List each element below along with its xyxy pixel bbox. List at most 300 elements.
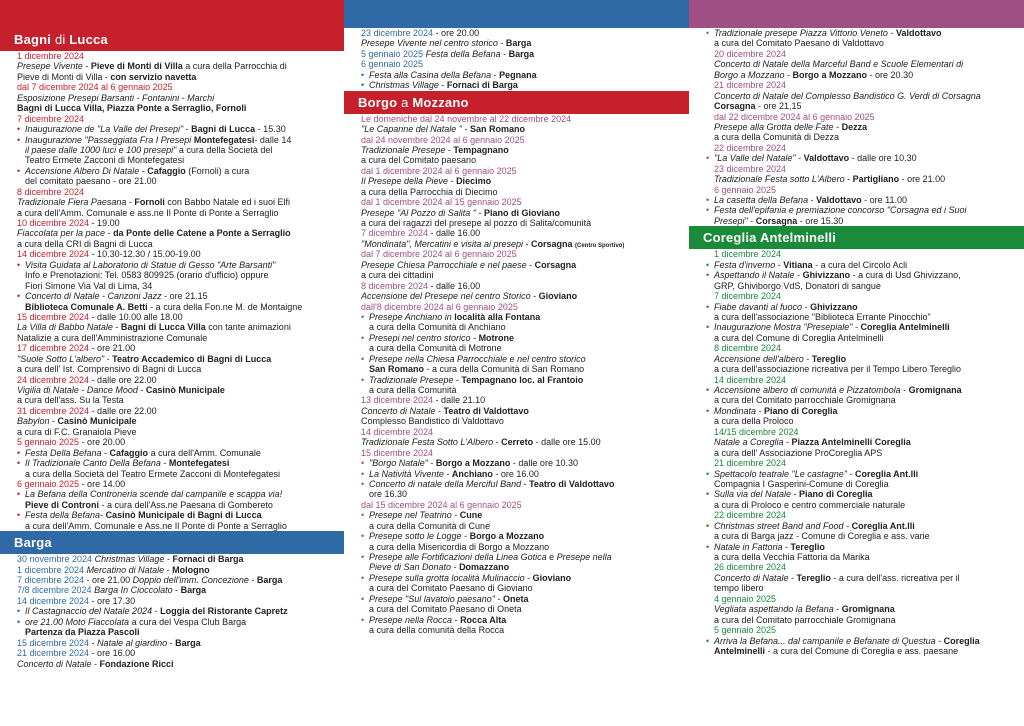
event-line — [706, 91, 1020, 101]
event-detail: - ore 21.00 — [89, 343, 136, 354]
event-line — [361, 322, 685, 332]
event-line — [706, 70, 1020, 80]
event-line — [361, 260, 685, 270]
event-line — [17, 322, 340, 332]
event-title: Presepi" — [714, 215, 748, 226]
event-detail: - a cura della Comunità di San Romano — [424, 364, 585, 375]
venue-text: Pieve di Controni — [25, 499, 100, 510]
event-detail: - — [448, 176, 457, 187]
venue-text: Valdottavo — [803, 153, 850, 164]
event-line — [706, 195, 1020, 205]
event-title: Concerto di natale della Merciful Band — [369, 478, 522, 489]
event-detail: - a cura della Fon.ne M. de Montaigne — [147, 301, 303, 312]
venue-text: Corsagna — [530, 238, 573, 249]
event-detail: ore 16.30 — [369, 489, 408, 500]
event-line — [361, 375, 685, 385]
section-body — [0, 51, 344, 531]
event-title: La casetta della Befana — [714, 195, 809, 205]
event-line — [361, 416, 685, 426]
event-detail: a cura della Parrocchia di Diecimo — [361, 186, 498, 197]
section-header-text: Bagni — [14, 32, 55, 47]
event-title: Presepe nella Rocca — [369, 614, 453, 625]
event-detail: - — [100, 510, 106, 521]
event-detail: - ore 16.00 — [492, 468, 539, 479]
venue-text: Valdottavo — [816, 195, 862, 205]
venue-text: Tempagnano loc. al Frantoio — [461, 374, 584, 385]
venue-text: Piano di Coreglia — [799, 489, 873, 500]
event-line — [17, 617, 340, 627]
date-text: 6 gennaio 2025 — [361, 59, 424, 70]
event-date — [706, 343, 1020, 353]
event-line — [361, 406, 685, 416]
bullet-icon: • — [361, 332, 365, 343]
event-line — [706, 636, 1020, 646]
event-detail: - — [846, 468, 855, 479]
event-line — [361, 270, 685, 280]
event-detail: - — [105, 228, 114, 239]
section-body — [689, 28, 1024, 226]
event-title: Tradizionale Presepe — [369, 374, 454, 385]
event-detail: - — [782, 541, 791, 552]
event-date — [17, 406, 340, 416]
event-line — [706, 322, 1020, 332]
event-detail: - — [788, 572, 797, 583]
event-detail: - — [900, 385, 909, 395]
event-detail: a cura dell'ass. Su la Testa — [17, 395, 124, 406]
event-line — [706, 583, 1020, 593]
bullet-icon: • — [706, 489, 710, 500]
event-line — [17, 103, 340, 113]
event-title: Mondinata — [714, 405, 757, 416]
event-detail: - — [172, 585, 181, 596]
venue-text: località alla Fontana — [454, 311, 541, 322]
date-text: dal 1 dicembre 2024 al 15 gennaio 2025 — [361, 197, 522, 208]
event-detail: - dalle ore 22.00 — [89, 374, 157, 385]
event-date — [17, 437, 340, 447]
event-detail: - — [443, 468, 452, 479]
venue-text: Gromignana — [908, 385, 962, 395]
venue-text: Dezza — [841, 121, 868, 132]
date-text: 21 dicembre 2024 — [17, 648, 90, 659]
section-header-text: Lucca — [69, 32, 108, 47]
venue-text: Anchiano — [451, 468, 493, 479]
event-line — [17, 385, 340, 395]
event-detail: - — [747, 215, 756, 226]
event-title: Accensione albero di comunità e Pizzatombola — [714, 385, 901, 395]
event-title: Inaugurazione "Passeggiata Fra I Presepi — [25, 134, 192, 145]
event-line — [706, 101, 1020, 111]
date-text: 21 dicembre 2024 — [714, 458, 787, 469]
event-detail: - a cura di Usd Ghivizzano, — [850, 270, 961, 281]
event-line — [706, 38, 1020, 48]
section-body — [0, 554, 344, 669]
event-detail: - 19.00 — [89, 218, 120, 228]
event-detail: - — [152, 606, 161, 617]
event-date — [706, 427, 1020, 437]
venue-text: Coreglia Ant.lli — [851, 520, 915, 531]
bullet-icon: • — [17, 259, 21, 270]
event-title: Il Castagnaccio del Natale 2024 — [25, 606, 153, 617]
event-line — [361, 187, 685, 197]
event-detail: - — [139, 165, 148, 176]
event-line — [17, 521, 340, 531]
bullet-icon: • — [361, 572, 365, 583]
venue-text: San Romano — [469, 124, 525, 135]
event-title: Natale a Coreglia — [714, 437, 784, 448]
event-line — [706, 354, 1020, 364]
venue-text: Piano di Gioviano — [483, 207, 560, 218]
event-line — [706, 531, 1020, 541]
event-title: Presepe nella Chiesa Parrocchiale e nel centro storico — [369, 353, 586, 364]
bullet-icon: • — [361, 458, 365, 469]
event-detail: - — [49, 416, 58, 427]
event-detail: - — [112, 322, 121, 333]
venue-text: Domazzano — [459, 562, 510, 573]
event-detail: - — [461, 531, 470, 542]
event-line — [361, 573, 685, 583]
bullet-icon: • — [706, 385, 710, 395]
event-detail: - — [82, 61, 91, 72]
bullet-icon: • — [361, 468, 365, 479]
event-line — [706, 333, 1020, 343]
event-detail: - — [775, 259, 784, 270]
event-detail: e — [546, 552, 557, 562]
section-header-text: Mozzano — [412, 94, 469, 110]
event-line — [361, 312, 685, 322]
bullet-icon: • — [361, 374, 365, 385]
event-line — [361, 333, 685, 343]
section-body — [689, 249, 1024, 656]
event-date — [361, 197, 685, 207]
event-line — [706, 312, 1020, 322]
event-line — [361, 489, 685, 499]
event-date — [17, 648, 340, 658]
date-text: 14 dicembre 2024 — [17, 249, 90, 260]
bullet-icon: • — [17, 124, 21, 135]
date-text: 20 dicembre 2024 — [714, 48, 787, 59]
venue-text: Ghivizzano — [810, 301, 858, 312]
date-text: dal 7 dicembre 2024 al 6 gennaio 2025 — [361, 249, 517, 260]
event-detail: - — [843, 520, 852, 531]
event-line — [361, 479, 685, 489]
venue-text: Fornaci di Barga — [172, 554, 244, 565]
venue-text: Cafaggio — [147, 165, 186, 176]
event-detail: - — [453, 374, 462, 385]
event-title: Concerto di Natale della Marceful Band e Scuole Elementari di — [714, 59, 964, 70]
event-title: Barga In Cioccolato — [94, 585, 173, 596]
event-detail: - ore 21.00 — [899, 174, 946, 185]
venue-text: Gioviano — [532, 572, 572, 583]
event-title: Festa dell'epifania e premiazione concorso "Corsagna ed i Suoi — [714, 205, 967, 216]
event-line — [361, 343, 685, 353]
event-line — [706, 395, 1020, 405]
event-detail: a cura del Comitato paesano — [361, 155, 477, 166]
event-detail: a cura dell' Ist. Comprensivo di Bagni di Lucca — [17, 364, 202, 375]
event-date — [361, 49, 685, 59]
date-text: dal 7 dicembre 2024 al 6 gennaio 2025 — [17, 82, 173, 93]
event-title: Festa della Befana — [425, 48, 501, 59]
venue-text: Valdottavo — [895, 28, 942, 38]
event-title: Presepe alle Fortificazioni della Linea Gotica — [369, 552, 547, 562]
event-detail: - — [887, 28, 896, 38]
event-line — [706, 59, 1020, 69]
event-detail: del comitato paesano - ore 21.00 — [25, 176, 157, 187]
venue-text: Borgo a Mozzano — [435, 458, 511, 469]
event-detail: a cura dei ragazzi del presepe al pozzo di Salita/comunità — [361, 218, 592, 228]
venue-text: Biblioteca Comunale A. Betti — [25, 301, 148, 312]
event-title: Christmas Village — [94, 554, 165, 565]
event-title: Presepe sotto le Logge — [369, 531, 462, 542]
event-detail: - — [126, 197, 135, 208]
event-title: Presepe "Al Pozzo di Salita " — [361, 207, 476, 218]
venue-text: Partigliano — [852, 174, 900, 185]
event-detail: - ore 21.00 — [84, 575, 133, 585]
event-date — [17, 249, 340, 259]
date-text: 7 dicembre 2024 — [361, 228, 429, 239]
event-detail: a cura della Proloco — [714, 416, 794, 427]
event-detail: a cura della Comunità di Motrone — [369, 343, 502, 354]
section-header — [344, 91, 689, 114]
event-date — [706, 510, 1020, 520]
section-header-text: Coreglia Antelminelli — [703, 230, 837, 246]
event-detail: Complesso Bandistico di Valdottavo — [361, 416, 504, 427]
venue-text: Diecimo — [456, 176, 492, 187]
event-detail: - a cura del Circolo Acli — [812, 259, 908, 270]
event-detail: - — [494, 593, 503, 604]
event-detail: - ore 20.00 — [433, 28, 480, 38]
event-line — [706, 385, 1020, 395]
event-title: Doppio dell'imm. Concezione — [132, 575, 249, 585]
date-text: 5 gennaio 2025 — [17, 437, 80, 448]
event-line — [361, 385, 685, 395]
event-line — [17, 124, 340, 134]
date-text: 8 dicembre 2024 — [361, 280, 429, 291]
event-date — [706, 594, 1020, 604]
event-date — [706, 143, 1020, 153]
event-date — [17, 312, 340, 322]
date-text: 1 dicembre 2024 — [17, 51, 85, 61]
event-detail: - — [248, 575, 257, 585]
venue-text: Tereglio — [796, 572, 831, 583]
venue-text: Barga — [508, 48, 535, 59]
date-text: 30 novembre 2024 — [17, 554, 93, 565]
venue-text: Tempagnano — [453, 144, 509, 155]
event-detail: - dalle ore 10.30 — [510, 458, 578, 469]
event-line — [706, 489, 1020, 499]
event-title: Borgo a Mozzano — [714, 69, 785, 80]
event-line — [706, 416, 1020, 426]
venue-text: con servizio navetta — [110, 71, 197, 82]
event-date — [706, 112, 1020, 122]
event-line — [361, 124, 685, 134]
event-line — [706, 500, 1020, 510]
section-header — [689, 226, 1024, 249]
event-line — [361, 615, 685, 625]
event-title: Pieve di San Donato — [369, 562, 452, 573]
venue-text: Gioviano — [538, 291, 578, 302]
event-line — [706, 260, 1020, 270]
event-title: Tradizionale Fiera Paesana — [17, 197, 127, 208]
event-line — [17, 72, 340, 82]
venue-text: Coreglia Antelminelli — [860, 322, 950, 333]
event-line — [17, 135, 340, 145]
date-text: dal 15 dicembre 2024 al 6 gennaio 2025 — [361, 499, 522, 510]
event-line — [361, 562, 685, 572]
event-detail: - — [89, 637, 98, 648]
event-title: Mercatino di Natale — [86, 564, 165, 575]
event-detail: a cura della Società del — [176, 144, 273, 155]
date-text: 15 dicembre 2024 — [361, 447, 434, 458]
venue-text: Tereglio — [790, 541, 825, 552]
event-title: Presepe Vivente nel centro storico — [361, 38, 498, 49]
date-text: Le domeniche dal 24 novembre al 22 dicembre 2024 — [361, 113, 572, 124]
venue-text: Casinò Municipale — [57, 416, 137, 427]
event-line — [361, 38, 685, 48]
event-detail: - — [530, 291, 539, 302]
event-detail: (Centro Sportivo) — [575, 242, 625, 249]
event-date — [706, 80, 1020, 90]
bullet-icon: • — [17, 606, 21, 617]
venue-text: Montefegatesi — [193, 134, 255, 145]
event-line — [361, 437, 685, 447]
event-detail: a cura di F.C. Granaiola Pieve — [17, 426, 137, 437]
event-title: Festa d'inverno — [714, 259, 776, 270]
event-detail: a cura della Comunità di Cune — [369, 520, 491, 531]
event-detail: - — [500, 48, 509, 59]
event-date — [706, 375, 1020, 385]
venue-text: Loggia del Ristorante Capretz — [160, 606, 288, 617]
event-line — [706, 552, 1020, 562]
event-date — [17, 218, 340, 228]
event-title: Presepe "Sul lavatoio paesano" — [369, 593, 495, 604]
event-detail: - — [104, 353, 113, 364]
event-line — [17, 302, 340, 312]
event-line — [361, 594, 685, 604]
event-title: La Natività Vivente — [369, 468, 444, 479]
event-line — [706, 270, 1020, 280]
event-title: Concerto di Natale — [714, 572, 789, 583]
event-detail: - — [844, 174, 853, 185]
event-title: Festa della Befana — [25, 510, 101, 521]
event-line — [17, 155, 340, 165]
event-title: Christmas street Band and Food — [714, 520, 844, 531]
event-line — [706, 132, 1020, 142]
venue-text: Cerreto — [501, 437, 534, 448]
event-detail: con tante animazioni — [205, 322, 291, 333]
event-detail: - a cura dell'ass. ricreativa per il — [830, 572, 960, 583]
date-text: 31 dicembre 2024 — [17, 405, 90, 416]
event-date — [361, 166, 685, 176]
venue-text: Piano di Coreglia — [764, 405, 838, 416]
event-date — [17, 585, 340, 595]
event-title: Presepe nel Teatrino — [369, 510, 452, 521]
event-detail: - — [833, 121, 842, 132]
event-line — [17, 395, 340, 405]
event-detail: - — [795, 153, 804, 164]
section-header-text: a — [401, 94, 413, 110]
event-title: "Suole Sotto L'albero" — [17, 353, 105, 364]
bullet-icon: • — [361, 552, 365, 562]
event-detail: a cura dei cittadini — [361, 270, 434, 281]
date-text: 7 dicembre 2024 — [17, 575, 85, 585]
event-line — [361, 155, 685, 165]
event-line — [706, 364, 1020, 374]
date-text: 23 dicembre 2024 — [714, 163, 787, 174]
event-detail: - — [91, 658, 100, 669]
event-date — [706, 49, 1020, 59]
bullet-icon: • — [361, 311, 365, 322]
bullet-icon: • — [17, 291, 21, 302]
event-date — [361, 135, 685, 145]
event-title: Presepe nella — [556, 552, 612, 562]
event-line — [361, 521, 685, 531]
date-text: 24 dicembre 2024 — [17, 374, 90, 385]
event-detail: a cura della Misericordia di Borgo a Mozzano — [369, 541, 550, 552]
column-3 — [689, 0, 1024, 726]
event-date — [361, 427, 685, 437]
event-line — [361, 291, 685, 301]
bullet-icon: • — [706, 520, 710, 531]
date-text: dall'8 dicembre 2024 al 6 gennaio 2025 — [361, 301, 518, 312]
event-title: La Villa di Babbo Natale — [17, 322, 113, 333]
event-line — [706, 28, 1020, 38]
date-text: dal 22 dicembre 2024 al 6 gennaio 2025 — [714, 111, 875, 122]
venue-text: Oneta — [502, 593, 529, 604]
event-detail: - ore 21,15 — [755, 101, 802, 112]
venue-text: Tereglio — [811, 353, 847, 364]
event-title: "La Valle del Natale" — [714, 153, 796, 164]
event-title: Aspettando il Natale — [714, 270, 795, 281]
event-line — [17, 364, 340, 374]
event-detail: - — [493, 437, 502, 448]
event-detail: - — [803, 353, 812, 364]
event-title: Fiaccolata per la pace — [17, 228, 106, 239]
event-title: Presepe sulla grotta località Mulinaccio — [369, 572, 525, 583]
event-detail: - ore 20.30 — [867, 69, 914, 80]
bullet-icon: • — [361, 531, 365, 542]
event-title: Il Presepe della Pieve — [361, 176, 449, 187]
venue-text: Barga — [256, 575, 283, 585]
event-title: Christmas Village — [369, 80, 439, 91]
venue-text: Bagni di Lucca Villa — [120, 322, 206, 333]
venue-text: San Romano — [369, 364, 425, 375]
date-text: 15 dicembre 2024 — [17, 311, 90, 322]
event-detail: a cura dell' Associazione ProCoreglia APS — [714, 447, 883, 458]
event-detail: Compagnia I Gasperini-Comune di Coreglia — [714, 478, 889, 489]
event-title: Concerto di Natale - Canzoni Jazz — [25, 291, 162, 302]
top-color-bar — [689, 0, 1024, 28]
event-detail: - a cura dell'Ass.ne Paesana di Gombereto — [99, 499, 273, 510]
event-detail: a cura del Comitato parrocchiale Gromignana — [714, 395, 896, 406]
bullet-icon: • — [706, 468, 710, 479]
event-detail: a cura dell'Amm. Comunale e ass.ne Il Ponte di Ponte a Serraglio — [17, 207, 279, 218]
event-line — [361, 604, 685, 614]
event-line — [17, 500, 340, 510]
event-detail: Pieve di Monti di Villa - — [17, 71, 111, 82]
event-line — [17, 489, 340, 499]
event-detail: - — [497, 38, 506, 49]
event-line — [706, 153, 1020, 163]
date-text: 14 dicembre 2024 — [17, 595, 90, 606]
event-detail: - dalle 16.00 — [428, 228, 481, 239]
event-line — [361, 70, 685, 80]
event-detail: - — [451, 562, 460, 573]
event-title: Sulla via del Natale — [714, 489, 792, 500]
event-detail: - — [452, 614, 461, 625]
venue-text: Coreglia — [943, 635, 980, 646]
venue-text: Pegnana — [499, 69, 537, 80]
event-detail: a cura del Comitato Paesano di Gioviano — [369, 583, 533, 594]
